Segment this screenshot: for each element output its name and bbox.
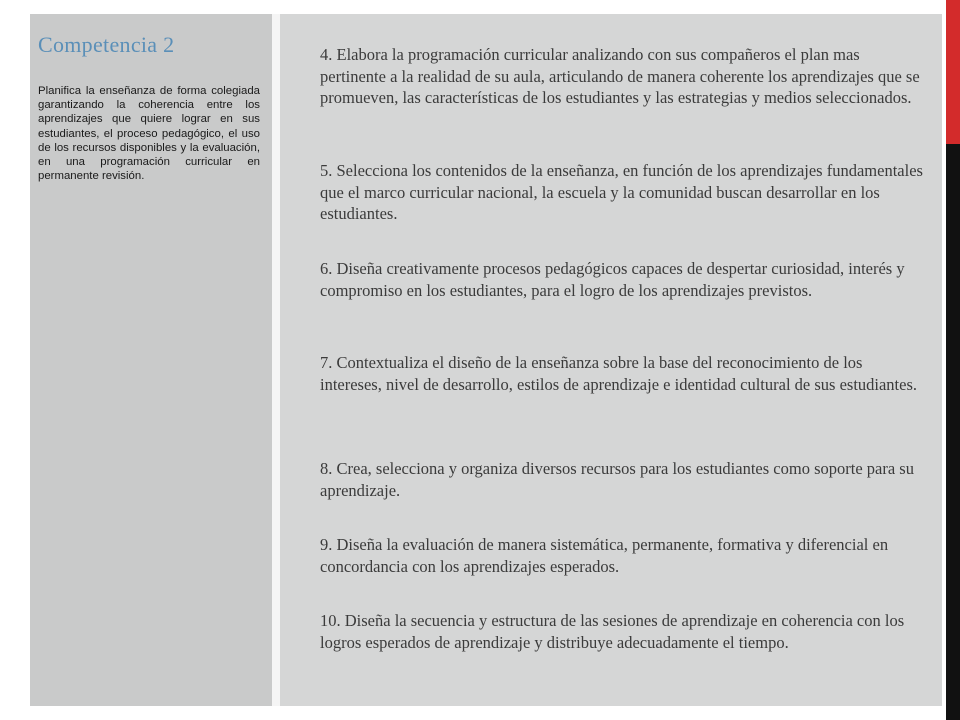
accent-bar-red: [946, 0, 960, 144]
desempeno-item-10: 10. Diseña la secuencia y estructura de las sesiones de aprendizaje en coherencia con los logros esperados de aprendizaje y distribuye adecuadamente el tiempo.: [320, 611, 905, 652]
desempeno-item-9: 9. Diseña la evaluación de manera sistemática, permanente, formativa y diferencial en concordancia con los aprendizajes esperados.: [320, 535, 889, 576]
competencia-panel: [30, 14, 272, 706]
desempenos-panel: [280, 14, 942, 706]
slide-image: [30, 14, 942, 706]
desempeno-item-6: 6. Diseña creativamente procesos pedagógicos capaces de despertar curiosidad, interés y compromiso en los estudiantes, para el logro de los aprendizajes previstos.: [320, 259, 905, 300]
desempeno-item-5: 5. Selecciona los contenidos de la enseñanza, en función de los aprendizajes fundamentales que el marco curricular nacional, la escuela y la comunidad buscan desarrollar en los estudiantes.: [320, 161, 923, 223]
panel-divider: [272, 14, 280, 706]
desempeno-item-8: 8. Crea, selecciona y organiza diversos recursos para los estudiantes como soporte para su aprendizaje.: [320, 459, 914, 500]
accent-bar-black: [946, 144, 960, 720]
competencia-description: Planifica la enseñanza de forma colegiada garantizando la coherencia entre los aprendizajes que quiere lograr en sus estudiantes, el proceso pedagógico, el uso de los recursos disponibles y la evaluación, en una programación curricular en permanente revisión.: [38, 85, 260, 183]
competencia-title: Competencia 2: [38, 32, 175, 57]
desempeno-item-4: 4. Elabora la programación curricular analizando con sus compañeros el plan mas pertinente a la realidad de su aula, articulando de manera coherente los aprendizajes que se promueven, las características de los estudiantes y las estrategias y medios seleccionados.: [320, 45, 920, 107]
desempeno-item-7: 7. Contextualiza el diseño de la enseñanza sobre la base del reconocimiento de los intereses, nivel de desarrollo, estilos de aprendizaje e identidad cultural de sus estudiantes.: [320, 353, 918, 394]
